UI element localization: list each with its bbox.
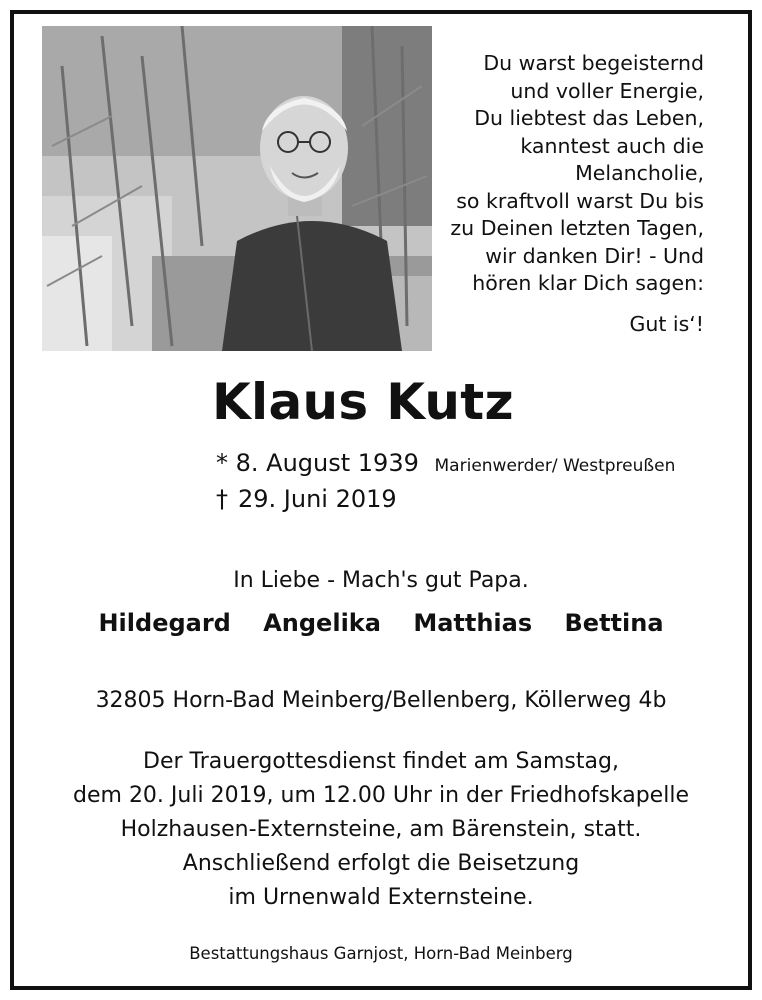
deceased-name: Klaus Kutz bbox=[212, 373, 514, 431]
birth-place: Marienwerder/ Westpreußen bbox=[434, 456, 676, 476]
poem-line: zu Deinen letzten Tagen, bbox=[450, 216, 704, 240]
poem-line: wir danken Dir! - Und bbox=[485, 243, 704, 268]
birth-info bbox=[216, 448, 675, 481]
service-line: dem 20. Juli 2019, um 12.00 Uhr in der Friedhofskapelle bbox=[73, 783, 689, 808]
portrait-photo bbox=[42, 26, 432, 351]
service-line: Der Trauergottesdienst findet am Samstag, bbox=[143, 749, 619, 774]
death-date: 29. Juni 2019 bbox=[238, 485, 397, 513]
undertaker-credit: Bestattungshaus Garnjost, Horn-Bad Meinberg bbox=[189, 944, 573, 963]
portrait-photo-image bbox=[42, 26, 432, 351]
poem-line: Du warst begeisternd bbox=[483, 51, 704, 75]
poem-line: so kraftvoll warst Du bis bbox=[456, 188, 704, 213]
service-announcement bbox=[10, 745, 752, 915]
family-member-name: Bettina bbox=[564, 609, 664, 637]
poem-line: kanntest auch die bbox=[520, 133, 704, 158]
death-info bbox=[216, 484, 397, 514]
family-member-name: Hildegard bbox=[98, 609, 231, 637]
farewell-message: In Liebe - Mach's gut Papa. bbox=[233, 568, 529, 593]
poem-closing: Gut is‘! bbox=[629, 311, 704, 336]
poem-line: und voller Energie, bbox=[510, 78, 704, 103]
birth-date: 8. August 1939 bbox=[235, 449, 419, 477]
service-line: im Urnenwald Externsteine. bbox=[228, 885, 534, 910]
family-member-name: Angelika bbox=[263, 609, 381, 637]
family-address: 32805 Horn-Bad Meinberg/Bellenberg, Köllerweg 4b bbox=[95, 688, 667, 713]
birth-symbol: * bbox=[216, 449, 228, 477]
poem-line: Melancholie, bbox=[575, 161, 704, 185]
family-names bbox=[10, 607, 752, 639]
poem-line: hören klar Dich sagen: bbox=[472, 271, 704, 295]
service-line: Holzhausen-Externsteine, am Bärenstein, statt. bbox=[120, 817, 642, 842]
service-line: Anschließend erfolgt die Beisetzung bbox=[182, 851, 580, 876]
memorial-poem bbox=[384, 50, 704, 338]
poem-line: Du liebtest das Leben, bbox=[474, 106, 704, 130]
death-symbol: † bbox=[216, 485, 228, 513]
family-member-name: Matthias bbox=[413, 609, 533, 637]
